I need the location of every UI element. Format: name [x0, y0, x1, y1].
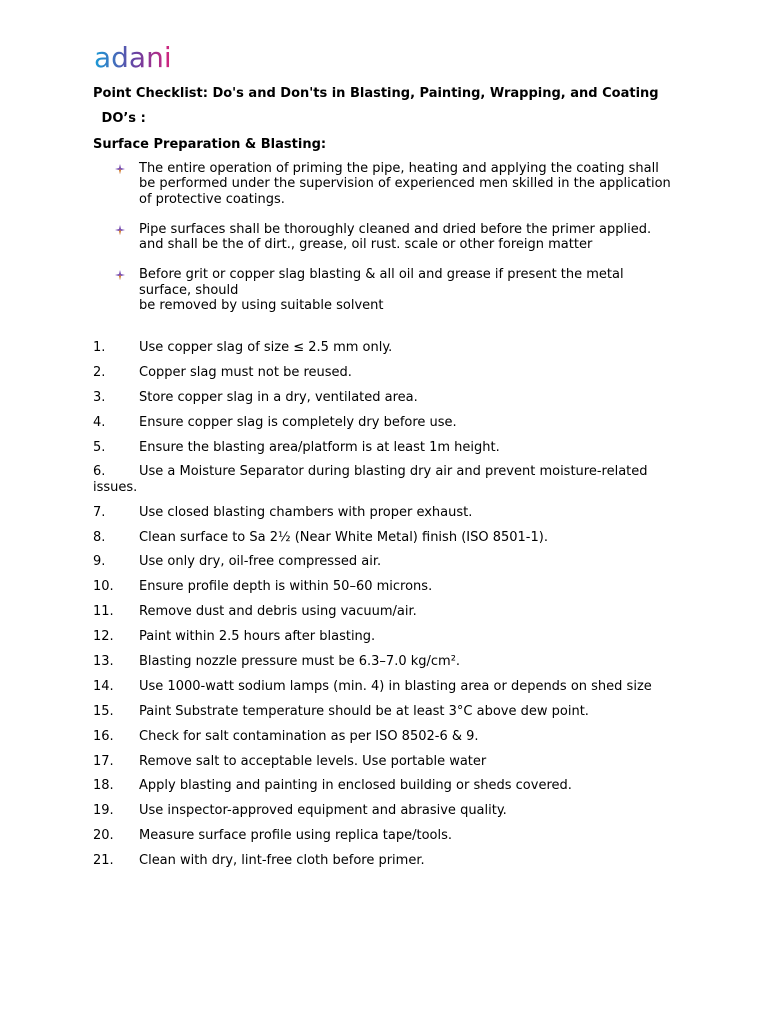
checklist-item	[93, 579, 673, 594]
item-text: Remove dust and debris using vacuum/air.	[139, 604, 417, 620]
checklist-item	[93, 853, 673, 868]
bullet-list	[115, 161, 675, 328]
item-text: Remove salt to acceptable levels. Use portable water	[139, 753, 487, 769]
item-text: Measure surface profile using replica tape/tools.	[139, 828, 452, 844]
checklist-item	[93, 679, 673, 694]
bullet-text: The entire operation of priming the pipe, heating and applying the coating shall be performed under the supervision of experienced men skilled in the application of protective coatings.	[139, 161, 671, 207]
item-number: 6.	[93, 464, 106, 480]
checklist-item	[93, 554, 673, 569]
bullet-item	[115, 222, 675, 253]
item-number: 8.	[93, 529, 106, 545]
item-text: Store copper slag in a dry, ventilated area.	[139, 389, 418, 405]
checklist-item	[93, 754, 673, 769]
bullet-item	[115, 267, 675, 313]
item-number: 18.	[93, 778, 114, 794]
four-point-star-icon	[115, 164, 125, 174]
item-number: 11.	[93, 604, 114, 620]
item-number: 14.	[93, 678, 114, 694]
item-number: 9.	[93, 554, 106, 570]
adani-logo	[94, 40, 184, 74]
item-text: Use a Moisture Separator during blasting dry air and prevent moisture-related issues.	[93, 464, 648, 495]
item-text: Paint Substrate temperature should be at least 3°C above dew point.	[139, 703, 589, 719]
checklist-item	[93, 530, 673, 545]
checklist-item	[93, 440, 673, 455]
four-point-star-icon	[115, 270, 125, 280]
checklist-item	[93, 629, 673, 644]
item-text: Ensure profile depth is within 50–60 microns.	[139, 579, 433, 595]
item-number: 12.	[93, 629, 114, 645]
item-number: 21.	[93, 853, 114, 869]
item-text: Use closed blasting chambers with proper exhaust.	[139, 504, 473, 520]
item-number: 13.	[93, 653, 114, 669]
item-text: Use inspector-approved equipment and abrasive quality.	[139, 803, 507, 819]
item-text: Use only dry, oil-free compressed air.	[139, 554, 382, 570]
checklist-item	[93, 778, 673, 793]
item-number: 20.	[93, 828, 114, 844]
checklist-item	[93, 415, 673, 430]
checklist-item	[93, 464, 673, 495]
item-text: Check for salt contamination as per ISO 8502-6 & 9.	[139, 728, 479, 744]
item-number: 1.	[93, 340, 106, 355]
checklist-item	[93, 365, 673, 380]
item-text: Blasting nozzle pressure must be 6.3–7.0 kg/cm².	[139, 653, 461, 669]
section-heading: Surface Preparation & Blasting:	[93, 137, 327, 152]
item-text: Ensure the blasting area/platform is at least 1m height.	[139, 439, 500, 455]
checklist-item	[93, 654, 673, 669]
item-text: Clean with dry, lint-free cloth before primer.	[139, 853, 425, 869]
checklist-item	[93, 505, 673, 520]
dos-heading: DO’s :	[97, 111, 146, 126]
checklist-item	[93, 340, 673, 355]
item-text: Use 1000-watt sodium lamps (min. 4) in blasting area or depends on shed size	[139, 678, 652, 694]
bullet-item	[115, 161, 675, 207]
checklist-item	[93, 828, 673, 843]
item-text: Paint within 2.5 hours after blasting.	[139, 629, 376, 645]
checklist-item	[93, 604, 673, 619]
checklist-item	[93, 390, 673, 405]
checklist-item	[93, 729, 673, 744]
logo-wordmark: adani	[94, 41, 172, 74]
four-point-star-icon	[115, 225, 125, 235]
item-number: 3.	[93, 389, 106, 405]
item-number: 16.	[93, 728, 114, 744]
item-number: 7.	[93, 504, 106, 520]
item-text: Use copper slag of size ≤ 2.5 mm only.	[139, 340, 393, 355]
item-text: Ensure copper slag is completely dry before use.	[139, 414, 457, 430]
item-number: 2.	[93, 364, 106, 380]
item-number: 19.	[93, 803, 114, 819]
item-number: 5.	[93, 439, 106, 455]
page-title: Point Checklist: Do's and Don'ts in Blasting, Painting, Wrapping, and Coating	[93, 86, 659, 101]
bullet-text: Pipe surfaces shall be thoroughly cleaned and dried before the primer applied. and shall be the of dirt., grease, oil rust. scale or other foreign matter	[139, 221, 652, 253]
checklist-item	[93, 803, 673, 818]
item-text: Copper slag must not be reused.	[139, 364, 352, 380]
item-number: 4.	[93, 414, 106, 430]
item-text: Clean surface to Sa 2½ (Near White Metal) finish (ISO 8501-1).	[139, 529, 548, 545]
item-number: 15.	[93, 703, 114, 719]
item-number: 17.	[93, 753, 114, 769]
item-text: Apply blasting and painting in enclosed building or sheds covered.	[139, 778, 572, 794]
item-number: 10.	[93, 579, 114, 595]
numbered-checklist	[93, 340, 673, 878]
checklist-item	[93, 704, 673, 719]
bullet-text: Before grit or copper slag blasting & all oil and grease if present the metal surface, should be removed by using suitable solvent	[139, 267, 624, 314]
